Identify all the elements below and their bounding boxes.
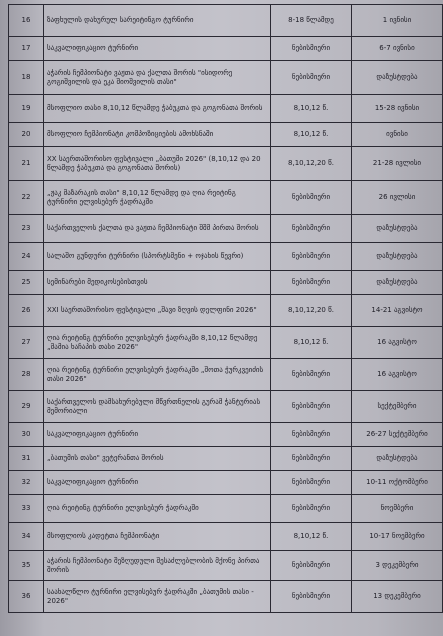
row-number: 35 xyxy=(9,551,44,581)
event-date: 14-21 აგვისტო xyxy=(352,295,443,327)
age-category: 8,10,12 წ. xyxy=(271,123,352,147)
event-date: 10-17 ნოემბერი xyxy=(352,523,443,551)
table-row xyxy=(9,215,443,243)
row-number: 28 xyxy=(9,359,44,391)
table-row xyxy=(9,147,443,181)
row-number: 18 xyxy=(9,61,44,95)
age-category: ნებისმიერი xyxy=(271,215,352,243)
event-name: საკვალიფიკაციო ტურნირი xyxy=(44,37,271,61)
age-category: ნებისმიერი xyxy=(271,359,352,391)
event-date: დაზუსტდება xyxy=(352,243,443,271)
table-row xyxy=(9,37,443,61)
table-row xyxy=(9,5,443,37)
age-category: ნებისმიერი xyxy=(271,447,352,471)
event-name: ღია რეიტინგ ტურნირი ელვისებურ ჭადრაკში „შოთა ჭურკვეიძის თასი 2026" xyxy=(44,359,271,391)
event-name: სემინარები მედიკოსებისთვის xyxy=(44,271,271,295)
row-number: 33 xyxy=(9,495,44,523)
age-category: ნებისმიერი xyxy=(271,581,352,613)
row-number: 34 xyxy=(9,523,44,551)
table-row xyxy=(9,61,443,95)
row-number: 25 xyxy=(9,271,44,295)
row-number: 36 xyxy=(9,581,44,613)
table-row xyxy=(9,447,443,471)
row-number: 29 xyxy=(9,391,44,423)
age-category: 8,10,12 წ. xyxy=(271,327,352,359)
events-table-body xyxy=(9,5,443,613)
table-row xyxy=(9,471,443,495)
row-number: 26 xyxy=(9,295,44,327)
table-row xyxy=(9,495,443,523)
event-name: საქართველოს დამსახურებული მწვრთნელის გურამ ჭანტურიას მემორიალი xyxy=(44,391,271,423)
age-category: 8-18 წლამდე xyxy=(271,5,352,37)
event-name: ღია რეიტინგ ტურნირი ელვისებურ ჭადრაკში xyxy=(44,495,271,523)
event-name: აჭარის ჩემპიონატი ვაჟთა და ქალთა შორის "ისიდორე გოგიშვილის და ეკა შიოშვილის თასი" xyxy=(44,61,271,95)
table-row xyxy=(9,581,443,613)
age-category: 8,10,12,20 წ. xyxy=(271,295,352,327)
table-row xyxy=(9,123,443,147)
event-date: 26 ივლისი xyxy=(352,181,443,215)
events-table xyxy=(8,4,443,613)
event-name: „ჟაკ მაზარაკის თასი" 8,10,12 წლამდე და ღია რეიტინგ ტურნირი ელვისებურ ჭადრაკში xyxy=(44,181,271,215)
table-row xyxy=(9,243,443,271)
event-date: 15-28 ივნისი xyxy=(352,95,443,123)
row-number: 21 xyxy=(9,147,44,181)
row-number: 17 xyxy=(9,37,44,61)
row-number: 30 xyxy=(9,423,44,447)
event-name: მსოფლიო თასი 8,10,12 წლამდე ჭაბუკთა და გოგონათა შორის xyxy=(44,95,271,123)
row-number: 27 xyxy=(9,327,44,359)
age-category: ნებისმიერი xyxy=(271,243,352,271)
row-number: 24 xyxy=(9,243,44,271)
row-number: 22 xyxy=(9,181,44,215)
age-category: ნებისმიერი xyxy=(271,423,352,447)
age-category: ნებისმიერი xyxy=(271,551,352,581)
table-row xyxy=(9,181,443,215)
event-date: დაზუსტდება xyxy=(352,271,443,295)
event-date: 13 დეკემბერი xyxy=(352,581,443,613)
event-date: 16 აგვისტო xyxy=(352,359,443,391)
event-name: XX საერთაშორისო ფესტივალი „ბათუმი 2026" (8,10,12 და 20 წლამდე ჭაბუკთა და გოგონათა შორის) xyxy=(44,147,271,181)
table-row xyxy=(9,423,443,447)
event-date: დაზუსტდება xyxy=(352,61,443,95)
table-row xyxy=(9,359,443,391)
event-name: ზაფხულის დახურულ სარეიტინგო ტურნირი xyxy=(44,5,271,37)
age-category: ნებისმიერი xyxy=(271,37,352,61)
row-number: 19 xyxy=(9,95,44,123)
row-number: 16 xyxy=(9,5,44,37)
table-row xyxy=(9,295,443,327)
age-category: ნებისმიერი xyxy=(271,471,352,495)
table-row xyxy=(9,271,443,295)
row-number: 32 xyxy=(9,471,44,495)
event-name: საკვალიფიკაციო ტურნირი xyxy=(44,471,271,495)
row-number: 31 xyxy=(9,447,44,471)
event-name: საახალწლო ტურნირი ელვისებურ ჭადრაკში „ბათუმის თასი - 2026" xyxy=(44,581,271,613)
event-date: 16 აგვისტო xyxy=(352,327,443,359)
age-category: 8,10,12 წ. xyxy=(271,95,352,123)
table-row xyxy=(9,551,443,581)
age-category: ნებისმიერი xyxy=(271,391,352,423)
event-name: მსოფლიო ჩემპიონატი კომპოზიციების ამოხსნაში xyxy=(44,123,271,147)
event-name: ღია რეიტინგ ტურნირი ელვისებურ ჭადრაკში 8,10,12 წლამდე „მამია ხაჩაპის თასი 2026" xyxy=(44,327,271,359)
age-category: ნებისმიერი xyxy=(271,181,352,215)
event-date: 3 დეკემბერი xyxy=(352,551,443,581)
event-name: „ბათუმის თასი" ვეტერანთა შორის xyxy=(44,447,271,471)
row-number: 20 xyxy=(9,123,44,147)
event-date: ივნისი xyxy=(352,123,443,147)
event-name: საქართველოს ქალთა და ვაჟთა ჩემპიონატი შშმ პირთა შორის xyxy=(44,215,271,243)
event-date: ნოემბერი xyxy=(352,495,443,523)
event-name: მსოფლიოს კადეტთა ჩემპიონატი xyxy=(44,523,271,551)
event-name: საკვალიფიკაციო ტურნირი xyxy=(44,423,271,447)
event-name: XXI საერთაშორისო ფესტივალი „შავი ზღვის დელფინი 2026" xyxy=(44,295,271,327)
row-number: 23 xyxy=(9,215,44,243)
table-row xyxy=(9,327,443,359)
event-date: სექტემბერი xyxy=(352,391,443,423)
event-name: აჭარის ჩემპიონატი შეზღუდული შესაძლებლობის მქონე პირთა შორის xyxy=(44,551,271,581)
age-category: 8,10,12 წ. xyxy=(271,523,352,551)
event-date: 26-27 სექტემბერი xyxy=(352,423,443,447)
event-date: დაზუსტდება xyxy=(352,215,443,243)
age-category: 8,10,12,20 წ. xyxy=(271,147,352,181)
age-category: ნებისმიერი xyxy=(271,271,352,295)
event-name: სალაშო გუნდური ტურნირი (სპორტსმენი + ოჯახის წევრი) xyxy=(44,243,271,271)
event-date: დაზუსტდება xyxy=(352,447,443,471)
table-row xyxy=(9,391,443,423)
table-row xyxy=(9,523,443,551)
table-row xyxy=(9,95,443,123)
event-date: 1 ივნისი xyxy=(352,5,443,37)
age-category: ნებისმიერი xyxy=(271,495,352,523)
age-category: ნებისმიერი xyxy=(271,61,352,95)
event-date: 6-7 ივნისი xyxy=(352,37,443,61)
event-date: 21-28 ივლისი xyxy=(352,147,443,181)
event-date: 10-11 ოქტომბერი xyxy=(352,471,443,495)
